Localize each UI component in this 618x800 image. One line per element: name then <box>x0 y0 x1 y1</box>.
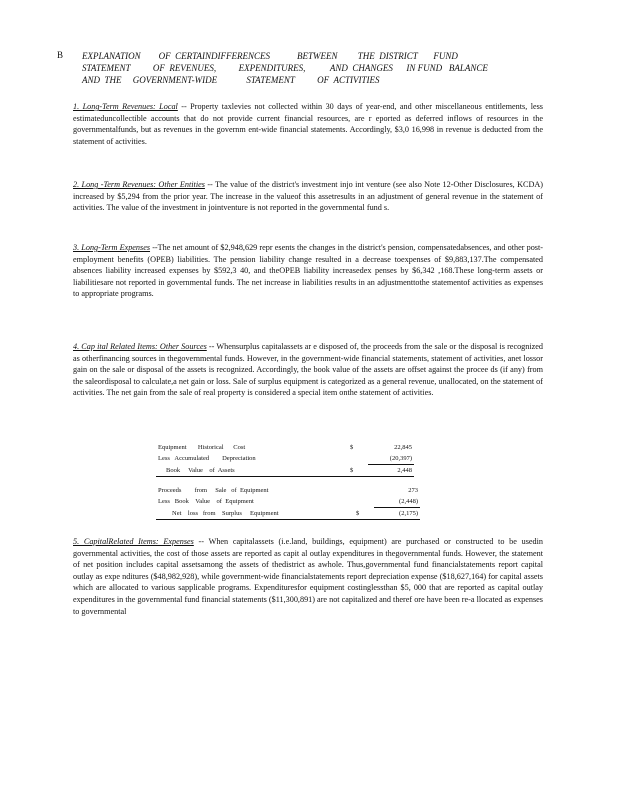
paragraph-title: 5. CapitalRelated Items: Expenses <box>73 537 194 546</box>
schedule-label: Net loss from Surplus Equipment <box>156 508 354 520</box>
section-heading <box>82 50 522 86</box>
schedule-currency <box>348 453 368 465</box>
heading-line-1: EXPLANATION OF CERTAINDIFFERENCES BETWEEN THE DISTRICT FUND <box>82 51 458 61</box>
surplus-equipment-loss-schedule <box>156 485 420 520</box>
paragraph-capital-items-other-sources <box>73 341 543 399</box>
schedule-total-row <box>156 508 420 520</box>
schedule-amount: (2,175) <box>374 508 420 520</box>
schedule-label: Proceeds from Sale of Equipment <box>158 487 269 494</box>
schedule-total-row <box>156 465 414 477</box>
schedule-currency <box>354 496 374 508</box>
equipment-book-value-schedule <box>156 442 414 477</box>
paragraph-title: 1. Long-Term Revenues: Local <box>73 102 178 111</box>
schedule-amount: (2,448) <box>374 496 420 508</box>
paragraph-long-term-revenues-local <box>73 101 543 147</box>
schedule-row <box>156 453 414 465</box>
paragraph-title: 2. Long -Term Revenues: Other Entities <box>73 180 205 189</box>
paragraph-body: -- Property taxlevies not collected within 30 days of year-end, and other miscellaneous entitlements, less estimateduncollectible accounts that do not provide current financial resources, are r eported as deferred inflows of resources in the governmentalfunds, but as revenues in the governm ent-wide financial statements. Accordingly, $3,0 16,998 in revenue is deducted from the statement of activities. <box>73 102 543 146</box>
schedule-amount: 22,845 <box>394 444 412 451</box>
paragraph-body: --The net amount of $2,948,629 repr esents the changes in the district's pension, compensatedabsences, and other post-employment benefits (OPEB) liabilities. The pension liability change resulted in a decrease toexpenses of $9,883,137.The compensated absences liability increased expenses by $592,3 40, and theOPEB liability increasedex penses by $6,342 ,168.These long-term assets or liabilitiesare not reported in governmental funds. The net increase in liabilities results in an adjustmenttothe statementof activities as expenses to appropriate programs. <box>73 243 543 299</box>
schedule-amount: 2,448 <box>368 465 414 477</box>
schedule-currency: $ <box>348 465 368 477</box>
paragraph-title: 3. Long-Term Expenses <box>73 243 151 252</box>
schedule-label: Less Book Value of Equipment <box>158 498 254 506</box>
schedule-currency: $ <box>350 444 354 451</box>
schedule-currency: $ <box>354 508 374 520</box>
schedule-amount: (20,397) <box>368 453 414 465</box>
schedule-row <box>156 442 414 453</box>
paragraph-capital-items-expenses <box>73 536 543 617</box>
paragraph-body: -- The value of the district's investment injo int venture (see also Note 12-Other Disclosures, KCDA) increased by $5,294 from the prior year. The increase in the valueof this assetresults in an adjustment of general revenue in the statement of activities. The value of the investment in jointventure is not reported in the governmental fund s. <box>73 180 543 213</box>
paragraph-long-term-revenues-other <box>73 179 543 214</box>
heading-line-3: AND THE GOVERNMENT-WIDE STATEMENT OF ACTIVITIES <box>82 75 380 85</box>
section-letter: B <box>57 50 64 60</box>
schedule-row <box>156 496 420 508</box>
schedule-amount: 273 <box>408 487 418 494</box>
paragraph-long-term-expenses <box>73 242 543 300</box>
paragraph-title: 4. Cap ital Related Items: Other Sources <box>73 342 207 351</box>
schedule-label: Equipment Historical Cost <box>158 444 246 451</box>
schedule-label: Book Value of Assets <box>156 465 348 477</box>
paragraph-body: -- Whensurplus capitalassets ar e disposed of, the proceeds from the sale or the disposal is recognized as otherfinancing sources in thegovernmental funds. However, in the government-wide financial statements, statement of activities, anet lossor gain on the sale or disposal of the assets is recognized. Accordingly, the book value of the assets are offset against the procee ds (if any) from the saleordisposal to calculate,a net gain or loss. Sale of surplus equipment is categorized as a general revenue, unallocated, on the statement of activities. The net gain from the sale of real property is considered a special item onthe statement of activities. <box>73 342 543 398</box>
schedule-currency <box>354 485 374 496</box>
schedule-label: Less Accumulated Depreciation <box>158 455 256 463</box>
heading-line-2: STATEMENT OF REVENUES, EXPENDITURES, AND CHANGES IN FUND BALANCE <box>82 63 488 73</box>
paragraph-body: -- When capitalassets (i.e.land, buildings, equipment) are purchased or constructed to be usedin governmental activities, the cost of those assets are reported as capit al outlay expenditures in thegovernmental funds. However, the statement of net position includes capital assetsamong the assets of thedistrict as awhole. Thus,governmental fund financialstatements report capital outlay as expe nditures ($48,982,928), while government-wide financialstatements report depreciation expense ($18,627,164) for capital assets which are allocated to various sapplicable programs. Expendituresfor equipment costinglessthan $5, 000 that are reported as capital outlay expenditures in the governmental fund financial statements ($11,300,891) are not capitalized and theref ore have been re-a llocated as expenses to governmental <box>73 537 543 616</box>
schedule-row <box>156 485 420 496</box>
